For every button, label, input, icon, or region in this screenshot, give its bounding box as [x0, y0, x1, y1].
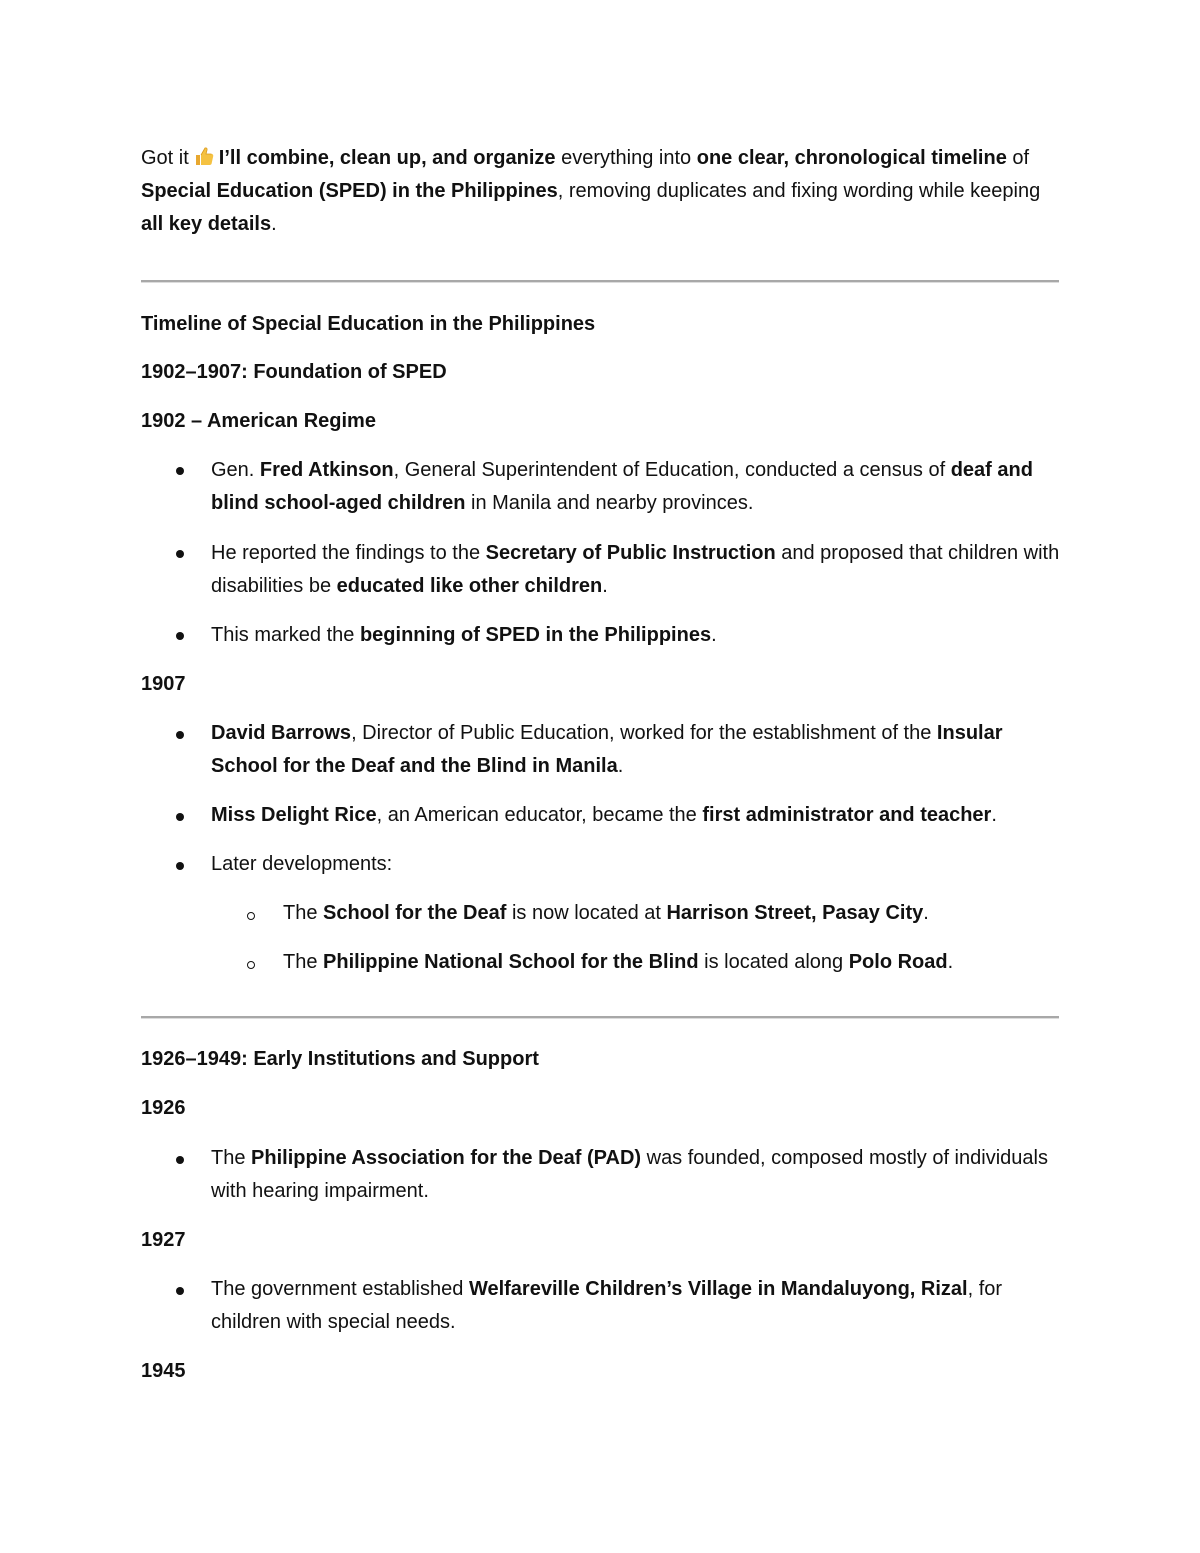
intro-text: everything into	[555, 147, 697, 169]
list-item	[211, 537, 1061, 603]
list-text: Secretary of Public Instruction	[485, 542, 776, 564]
year-heading: 1927	[141, 1229, 186, 1251]
list-text: deaf and blind school-aged children	[211, 459, 1033, 514]
list-text: .	[991, 804, 997, 826]
list-text: The	[283, 951, 324, 973]
list-text: Gen.	[211, 459, 260, 481]
list-item	[211, 454, 1061, 520]
intro-text: of	[1012, 147, 1030, 169]
sub-bullet-icon	[247, 912, 255, 920]
year-heading: 1907	[141, 673, 186, 695]
list-text: in Manila and nearby provinces.	[465, 492, 754, 514]
intro-text: .	[271, 213, 277, 235]
list-item	[211, 799, 1061, 832]
bullet-icon	[176, 632, 184, 640]
horizontal-rule	[141, 280, 1059, 283]
year-heading: 1926	[141, 1097, 186, 1119]
list-text: , an American educator, became the	[376, 804, 703, 826]
thumbs-up-icon	[193, 145, 215, 167]
list-text: .	[617, 755, 624, 777]
list-item	[211, 1273, 1061, 1339]
list-text: , General Superintendent of Education, conducted a census of	[393, 459, 951, 481]
sub-bullet-icon	[247, 961, 255, 969]
list-text: is now located at	[506, 902, 667, 924]
document-title: Timeline of Special Education in the Philippines	[141, 313, 596, 335]
bullet-icon	[176, 1287, 184, 1295]
list-text: .	[602, 575, 608, 597]
bullet-icon	[176, 1156, 184, 1164]
list-text: Polo Road	[848, 951, 948, 973]
list-text: , Director of Public Education, worked for the establishment of the	[351, 722, 937, 744]
bullet-icon	[176, 731, 184, 739]
list-text: first administrator and teacher	[702, 804, 992, 826]
list-item: Later developments:	[211, 853, 393, 875]
intro-text: Got it	[141, 147, 189, 169]
list-text: beginning of SPED in the Philippines	[359, 624, 712, 646]
sub-list-item	[283, 946, 1063, 979]
horizontal-rule	[141, 1016, 1059, 1019]
list-text: Fred Atkinson	[259, 459, 394, 481]
list-text: Philippine National School for the Blind	[323, 951, 699, 973]
list-text: and proposed that children with disabilities be	[211, 542, 1060, 597]
intro-text: all key details	[141, 213, 272, 235]
list-text: Welfareville Children’s Village in Mandaluyong, Rizal	[468, 1278, 968, 1300]
list-text: Miss Delight Rice	[211, 804, 377, 826]
list-item	[211, 717, 1061, 783]
list-text: The government established	[211, 1278, 469, 1300]
list-text: Harrison Street, Pasay City	[666, 902, 924, 924]
list-text: is located along	[698, 951, 849, 973]
list-text: This marked the	[211, 624, 360, 646]
bullet-icon	[176, 813, 184, 821]
bullet-icon	[176, 467, 184, 475]
list-text: , for children with special needs.	[211, 1278, 1003, 1333]
list-item	[211, 1142, 1061, 1208]
list-text: was founded, composed mostly of individuals with hearing impairment.	[211, 1147, 1048, 1202]
intro-paragraph	[141, 142, 1061, 241]
list-text: David Barrows	[211, 722, 352, 744]
year-heading: 1945	[141, 1360, 186, 1382]
intro-text: I’ll combine, clean up, and organize	[218, 147, 556, 169]
bullet-icon	[176, 862, 184, 870]
list-text: The	[211, 1147, 252, 1169]
list-text: .	[947, 951, 954, 973]
list-text: educated like other children	[336, 575, 603, 597]
section-heading: 1902–1907: Foundation of SPED	[141, 361, 447, 383]
list-text: .	[923, 902, 929, 924]
intro-text: , removing duplicates and fixing wording while keeping	[557, 180, 1041, 202]
bullet-icon	[176, 550, 184, 558]
list-text: .	[711, 624, 717, 646]
intro-text: Special Education (SPED) in the Philippines	[141, 180, 558, 202]
list-text: The	[283, 902, 324, 924]
year-heading: 1902 – American Regime	[141, 410, 376, 432]
section-heading: 1926–1949: Early Institutions and Support	[141, 1048, 539, 1070]
intro-text: one clear, chronological timeline	[696, 147, 1007, 169]
list-text: Insular School for the Deaf and the Blind in Manila	[211, 722, 1003, 777]
list-text: He reported the findings to the	[211, 542, 486, 564]
list-text: Philippine Association for the Deaf (PAD)	[251, 1147, 642, 1169]
sub-list-item	[283, 897, 1063, 930]
list-item	[211, 619, 1061, 652]
list-text: School for the Deaf	[323, 902, 507, 924]
